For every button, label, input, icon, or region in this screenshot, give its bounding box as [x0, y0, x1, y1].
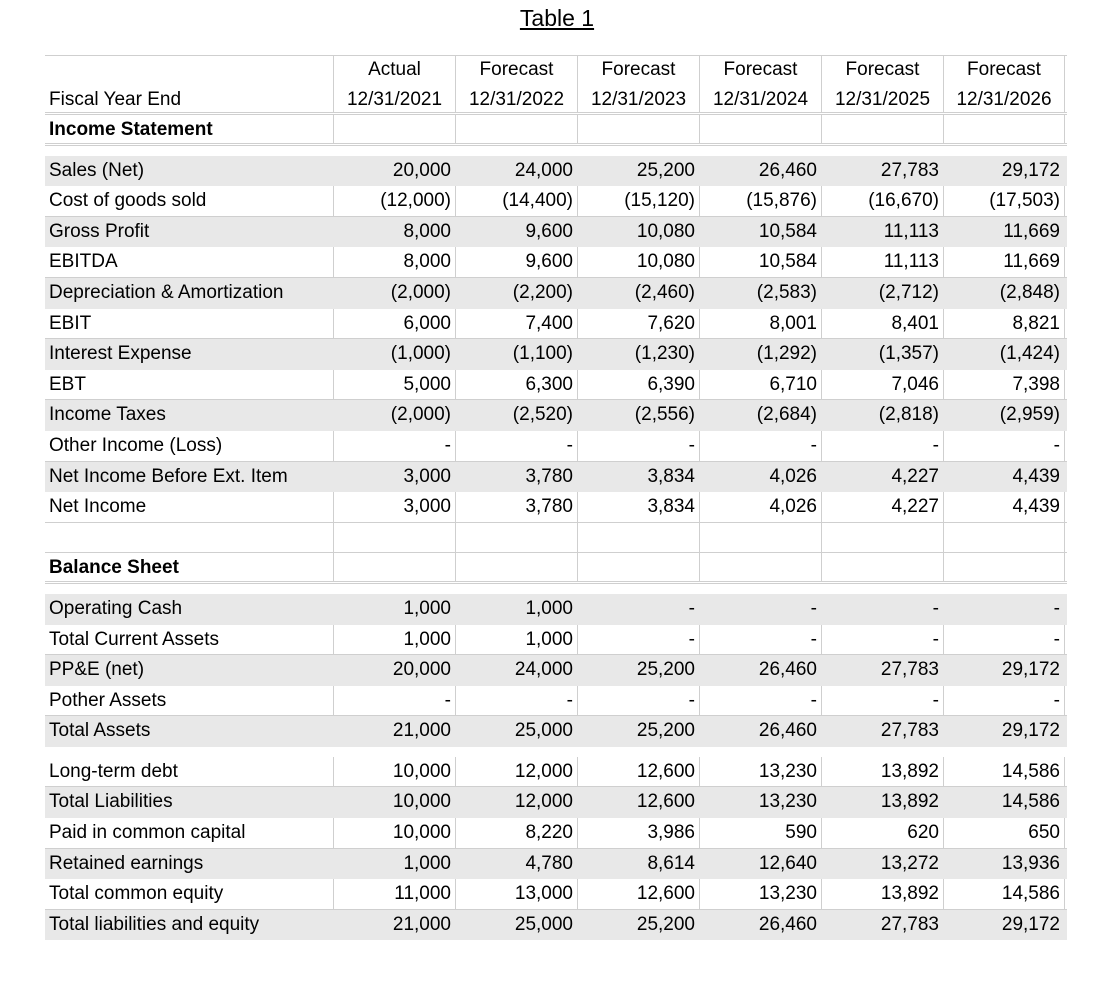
value-cell: 11,000	[333, 879, 455, 909]
value-cell: -	[943, 594, 1065, 625]
row-label: EBIT	[49, 312, 92, 334]
value-cell: 26,460	[699, 910, 821, 941]
header-cell: Forecast	[943, 55, 1065, 85]
table-row	[45, 655, 1067, 686]
financial-table	[45, 55, 1067, 940]
header-cell: Forecast	[699, 55, 821, 85]
value-cell: 8,821	[943, 309, 1065, 339]
value-cell: 590	[699, 818, 821, 848]
row-label: Total common equity	[49, 883, 224, 905]
value-cell: (2,583)	[699, 278, 821, 309]
value-cell: -	[577, 431, 699, 461]
row-label: Paid in common capital	[49, 822, 246, 844]
value-cell: 8,220	[455, 818, 577, 848]
value-cell: -	[333, 686, 455, 716]
value-cell: 4,439	[943, 462, 1065, 493]
value-cell: (14,400)	[455, 186, 577, 216]
value-cell: 24,000	[455, 156, 577, 187]
row-label: Depreciation & Amortization	[49, 281, 284, 303]
value-cell: -	[821, 686, 943, 716]
value-cell: 4,026	[699, 492, 821, 522]
section-heading-row	[45, 115, 1067, 146]
value-cell: 29,172	[943, 655, 1065, 686]
row-label: Interest Expense	[49, 343, 192, 365]
header-cell: Forecast	[577, 55, 699, 85]
value-cell: 8,000	[333, 247, 455, 277]
header-cell	[45, 55, 333, 85]
header-cell: 12/31/2026	[943, 85, 1065, 112]
row-label: Retained earnings	[49, 852, 204, 874]
value-cell: 1,000	[333, 594, 455, 625]
value-cell: 1,000	[333, 849, 455, 880]
row-label: PP&E (net)	[49, 659, 145, 681]
row-label: Other Income (Loss)	[49, 434, 223, 456]
value-cell: 7,398	[943, 370, 1065, 400]
value-cell: 13,230	[699, 757, 821, 787]
header-row-date	[45, 85, 1067, 115]
value-cell: -	[577, 594, 699, 625]
value-cell: 25,000	[455, 910, 577, 941]
value-cell: 14,586	[943, 879, 1065, 909]
table-title: Table 1	[519, 5, 595, 31]
value-cell: -	[699, 625, 821, 655]
value-cell: (2,000)	[333, 400, 455, 431]
value-cell: -	[699, 594, 821, 625]
value-cell: 20,000	[333, 156, 455, 187]
value-cell: 29,172	[943, 716, 1065, 747]
header-cell: Actual	[333, 55, 455, 85]
value-cell: 8,000	[333, 217, 455, 248]
value-cell: -	[943, 431, 1065, 461]
value-cell: (2,556)	[577, 400, 699, 431]
value-cell: (12,000)	[333, 186, 455, 216]
table-row	[45, 594, 1067, 625]
row-label: Long-term debt	[49, 760, 178, 782]
value-cell: 3,780	[455, 462, 577, 493]
table-row	[45, 757, 1067, 788]
spacer-row	[45, 747, 1067, 757]
table-row	[45, 879, 1067, 910]
value-cell: 3,000	[333, 462, 455, 493]
value-cell: 21,000	[333, 910, 455, 941]
section-heading: Income Statement	[49, 119, 213, 140]
value-cell: 620	[821, 818, 943, 848]
value-cell: 27,783	[821, 716, 943, 747]
value-cell: (2,684)	[699, 400, 821, 431]
value-cell: 1,000	[333, 625, 455, 655]
value-cell: (1,230)	[577, 339, 699, 370]
value-cell: 12,000	[455, 787, 577, 818]
value-cell: -	[821, 625, 943, 655]
value-cell: 11,113	[821, 247, 943, 277]
value-cell: 29,172	[943, 910, 1065, 941]
value-cell: 8,401	[821, 309, 943, 339]
table-row	[45, 217, 1067, 248]
value-cell: 25,200	[577, 716, 699, 747]
table-row	[45, 370, 1067, 401]
value-cell: 650	[943, 818, 1065, 848]
value-cell: -	[821, 431, 943, 461]
value-cell: 13,892	[821, 757, 943, 787]
value-cell: -	[577, 625, 699, 655]
value-cell: 4,026	[699, 462, 821, 493]
value-cell: (2,200)	[455, 278, 577, 309]
value-cell: 21,000	[333, 716, 455, 747]
row-label: Net Income Before Ext. Item	[49, 465, 288, 487]
table-row	[45, 716, 1067, 747]
value-cell: 13,230	[699, 879, 821, 909]
value-cell: 13,000	[455, 879, 577, 909]
value-cell: 26,460	[699, 156, 821, 187]
header-cell: Forecast	[821, 55, 943, 85]
row-label: Net Income	[49, 496, 147, 518]
header-cell: 12/31/2025	[821, 85, 943, 112]
value-cell: 11,113	[821, 217, 943, 248]
value-cell: 25,200	[577, 910, 699, 941]
value-cell: (15,120)	[577, 186, 699, 216]
value-cell: -	[699, 431, 821, 461]
row-label: EBT	[49, 373, 86, 395]
value-cell: 13,892	[821, 787, 943, 818]
value-cell: 13,936	[943, 849, 1065, 880]
table-row	[45, 247, 1067, 278]
value-cell: 26,460	[699, 716, 821, 747]
value-cell: 25,200	[577, 655, 699, 686]
value-cell: 13,272	[821, 849, 943, 880]
value-cell: 27,783	[821, 156, 943, 187]
value-cell: -	[699, 686, 821, 716]
value-cell: 20,000	[333, 655, 455, 686]
row-label: Income Taxes	[49, 404, 166, 426]
table-row	[45, 849, 1067, 880]
table-row	[45, 910, 1067, 941]
row-label: Total Liabilities	[49, 791, 173, 813]
value-cell: -	[455, 431, 577, 461]
value-cell: 4,439	[943, 492, 1065, 522]
row-label: Pother Assets	[49, 689, 167, 711]
value-cell: 27,783	[821, 655, 943, 686]
value-cell: 14,586	[943, 757, 1065, 787]
value-cell: -	[333, 431, 455, 461]
value-cell: 10,000	[333, 787, 455, 818]
value-cell: 11,669	[943, 217, 1065, 248]
value-cell: (2,712)	[821, 278, 943, 309]
value-cell: (1,292)	[699, 339, 821, 370]
value-cell: 1,000	[455, 625, 577, 655]
value-cell: (2,848)	[943, 278, 1065, 309]
value-cell: 4,780	[455, 849, 577, 880]
value-cell: (1,000)	[333, 339, 455, 370]
value-cell: 29,172	[943, 156, 1065, 187]
value-cell: -	[943, 625, 1065, 655]
value-cell: (15,876)	[699, 186, 821, 216]
table-row	[45, 309, 1067, 340]
blank-row	[45, 523, 1067, 554]
value-cell: 4,227	[821, 462, 943, 493]
value-cell: 3,780	[455, 492, 577, 522]
value-cell: -	[577, 686, 699, 716]
value-cell: 24,000	[455, 655, 577, 686]
spacer-row	[45, 146, 1067, 156]
value-cell: 26,460	[699, 655, 821, 686]
header-cell: Forecast	[455, 55, 577, 85]
value-cell: (2,460)	[577, 278, 699, 309]
value-cell: 8,001	[699, 309, 821, 339]
row-label: Gross Profit	[49, 220, 150, 242]
row-label: EBITDA	[49, 251, 118, 273]
value-cell: (1,357)	[821, 339, 943, 370]
value-cell: 9,600	[455, 247, 577, 277]
row-label: Total Current Assets	[49, 628, 220, 650]
value-cell: 10,080	[577, 247, 699, 277]
header-cell: 12/31/2023	[577, 85, 699, 112]
section-heading-row	[45, 553, 1067, 584]
value-cell: -	[821, 594, 943, 625]
row-label: Cost of goods sold	[49, 190, 207, 212]
header-cell: Fiscal Year End	[49, 89, 182, 110]
value-cell: 7,620	[577, 309, 699, 339]
value-cell: 4,227	[821, 492, 943, 522]
header-cell: 12/31/2021	[333, 85, 455, 112]
spacer-row	[45, 584, 1067, 594]
value-cell: 10,000	[333, 757, 455, 787]
value-cell: 8,614	[577, 849, 699, 880]
row-label: Total Assets	[49, 720, 151, 742]
value-cell: (2,000)	[333, 278, 455, 309]
row-label: Sales (Net)	[49, 159, 145, 181]
value-cell: 10,080	[577, 217, 699, 248]
value-cell: (1,424)	[943, 339, 1065, 370]
value-cell: 12,000	[455, 757, 577, 787]
value-cell: 10,000	[333, 818, 455, 848]
table-row	[45, 431, 1067, 462]
value-cell: 5,000	[333, 370, 455, 400]
table-row	[45, 186, 1067, 217]
value-cell: (17,503)	[943, 186, 1065, 216]
value-cell: 6,300	[455, 370, 577, 400]
value-cell: 6,000	[333, 309, 455, 339]
table-row	[45, 787, 1067, 818]
value-cell: 7,046	[821, 370, 943, 400]
table-row	[45, 686, 1067, 717]
table-row	[45, 339, 1067, 370]
value-cell: 13,892	[821, 879, 943, 909]
header-cell: 12/31/2024	[699, 85, 821, 112]
table-row	[45, 400, 1067, 431]
value-cell: 3,986	[577, 818, 699, 848]
value-cell: 3,000	[333, 492, 455, 522]
value-cell: (2,959)	[943, 400, 1065, 431]
value-cell: 12,600	[577, 879, 699, 909]
value-cell: (2,818)	[821, 400, 943, 431]
table-row	[45, 492, 1067, 523]
value-cell: 6,390	[577, 370, 699, 400]
value-cell: 1,000	[455, 594, 577, 625]
value-cell: 13,230	[699, 787, 821, 818]
value-cell: (2,520)	[455, 400, 577, 431]
table-row	[45, 156, 1067, 187]
value-cell: 7,400	[455, 309, 577, 339]
value-cell: -	[455, 686, 577, 716]
header-cell: 12/31/2022	[455, 85, 577, 112]
value-cell: 12,600	[577, 757, 699, 787]
table-row	[45, 625, 1067, 656]
value-cell: 11,669	[943, 247, 1065, 277]
value-cell: (16,670)	[821, 186, 943, 216]
value-cell: (1,100)	[455, 339, 577, 370]
row-label: Operating Cash	[49, 597, 183, 619]
value-cell: 10,584	[699, 217, 821, 248]
value-cell: 25,000	[455, 716, 577, 747]
value-cell: -	[943, 686, 1065, 716]
value-cell: 3,834	[577, 492, 699, 522]
value-cell: 27,783	[821, 910, 943, 941]
value-cell: 3,834	[577, 462, 699, 493]
value-cell: 12,600	[577, 787, 699, 818]
value-cell: 6,710	[699, 370, 821, 400]
header-row-type	[45, 55, 1067, 85]
section-heading: Balance Sheet	[49, 557, 179, 579]
value-cell: 12,640	[699, 849, 821, 880]
table-row	[45, 278, 1067, 309]
value-cell: 25,200	[577, 156, 699, 187]
table-row	[45, 462, 1067, 493]
value-cell: 14,586	[943, 787, 1065, 818]
value-cell: 10,584	[699, 247, 821, 277]
table-row	[45, 818, 1067, 849]
row-label: Total liabilities and equity	[49, 913, 260, 935]
value-cell: 9,600	[455, 217, 577, 248]
